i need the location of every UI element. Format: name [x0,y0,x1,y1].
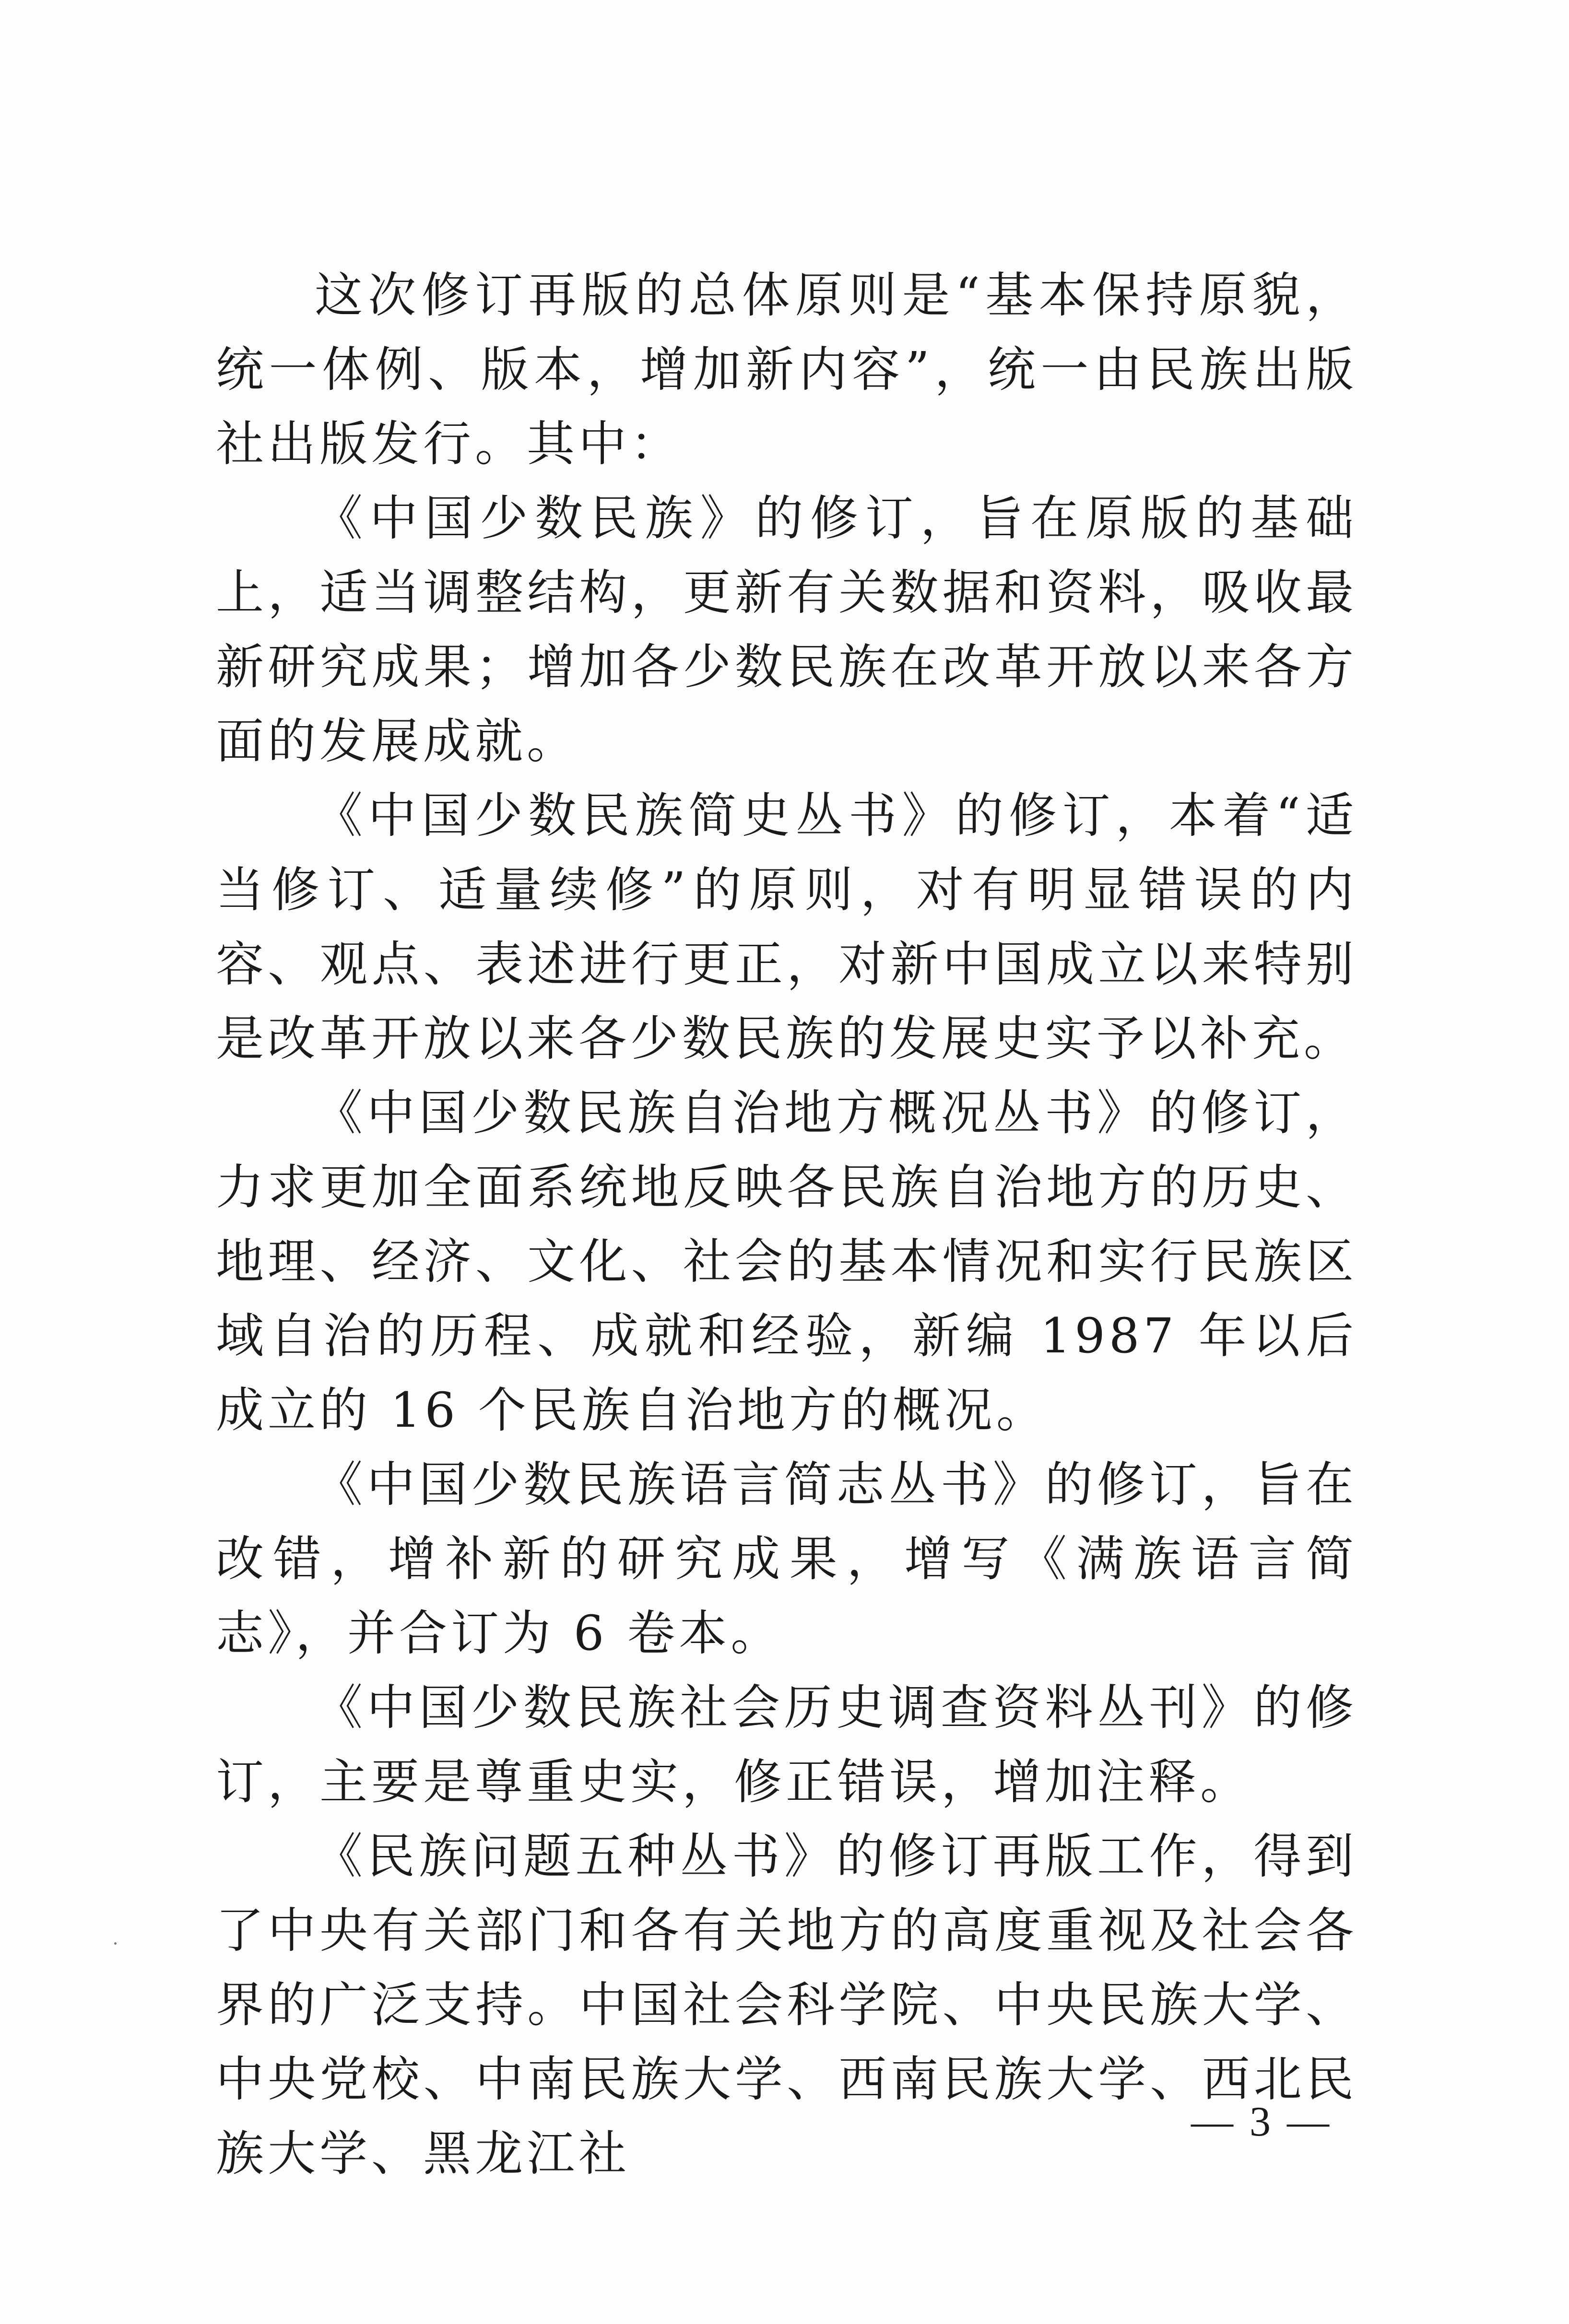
paragraph-language-series: 《中国少数民族语言简志丛书》的修订，旨在改错，增补新的研究成果，增写《满族语言简志》，并合订为 6 卷本。 [216,1456,1357,1661]
scan-speck [114,1942,117,1945]
paragraph-autonomous-areas-series: 《中国少数民族自治地方概况丛书》的修订，力求更加全面系统地反映各民族自治地方的历史、地理、经济、文化、社会的基本情况和实行民族区域自治的历程、成就和经验，新编 1987 年以后成立的 16 个民族自治地方的概况。 [216,1085,1357,1438]
paragraph-ethnic-minorities: 《中国少数民族》的修订，旨在原版的基础上，适当调整结构，更新有关数据和资料，吸收最新研究成果；增加各少数民族在改革开放以来各方面的发展成就。 [216,490,1357,769]
paragraph-social-history-series: 《中国少数民族社会历史调查资料丛刊》的修订，主要是尊重史实，修正错误，增加注释。 [216,1679,1357,1810]
paragraph-brief-history-series: 《中国少数民族简史丛书》的修订，本着“适当修订、适量续修”的原则，对有明显错误的内容、观点、表述进行更正，对新中国成立以来特别是改革开放以来各少数民族的发展史实予以补充。 [216,787,1357,1067]
body-text [216,258,1357,2191]
paragraph-acknowledgement: 《民族问题五种丛书》的修订再版工作，得到了中央有关部门和各有关地方的高度重视及社会各界的广泛支持。中国社会科学院、中央民族大学、中央党校、中南民族大学、西南民族大学、西北民族大学、黑龙江社 [216,1828,1357,2182]
page-number: — 3 — [1191,2099,1332,2145]
paragraph-principle: 这次修订再版的总体原则是“基本保持原貌，统一体例、版本，增加新内容”，统一由民族出版社出版发行。其中： [216,267,1357,472]
